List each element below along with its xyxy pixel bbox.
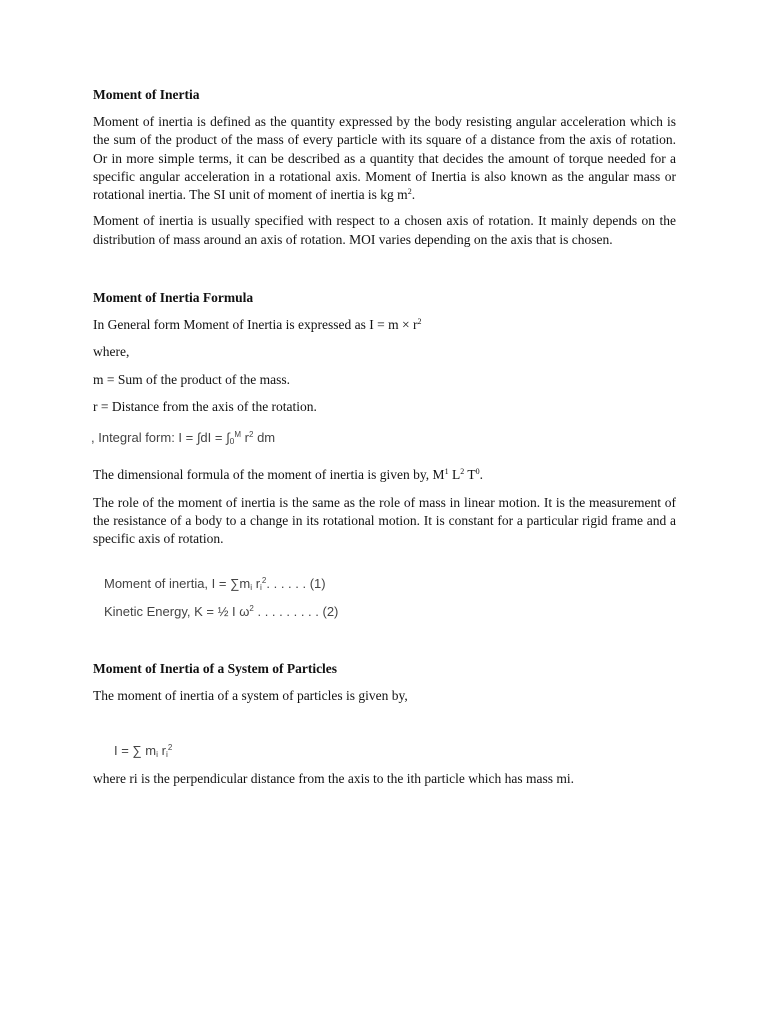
subscript: i	[250, 582, 253, 593]
section-title-moment-of-inertia: Moment of Inertia	[93, 87, 200, 102]
system-equation-image	[114, 740, 676, 762]
spacer	[93, 257, 676, 289]
general-form-text: In General form Moment of Inertia is expressed as	[93, 317, 366, 333]
eq-text: I = ∑ m	[114, 742, 157, 758]
period: .	[479, 467, 483, 483]
eq1-text: Moment of inertia, I = ∑m	[104, 576, 251, 592]
definition-paragraph	[93, 113, 676, 204]
integral-r: r	[241, 430, 249, 446]
section-title-formula: Moment of Inertia Formula	[93, 290, 254, 306]
superscript: 0	[475, 467, 480, 477]
equation-image	[104, 570, 676, 626]
general-form-paragraph	[93, 316, 676, 334]
definition-text: Moment of inertia is defined as the quantity expressed by the body resisting angular acceleration which is the sum of the product of the mass of every particle with its square of a distance from the axis of rotation. Or in more simple terms, it can be described as a quantity that decides the amount of torque needed for a specific angular acceleration in a rotational axis. Moment of Inertia is also known as the angular mass or rotational inertia. The SI unit of moment of inertia is kg m	[93, 114, 676, 203]
subscript: i	[260, 582, 262, 593]
period: .	[411, 187, 416, 203]
subscript: i	[156, 748, 159, 759]
spacer	[93, 626, 676, 660]
superscript: M	[234, 430, 242, 440]
superscript: 2	[249, 604, 254, 614]
eq2-number: . . . . . . . . . (2)	[253, 604, 339, 620]
superscript: 2	[460, 467, 465, 477]
role-paragraph: The role of the moment of inertia is the same as the role of mass in linear motion. It is the measurement of the resistance of a body to a change in its rotational motion. It is constant for a particular rigid frame and a specific axis of rotation.	[93, 494, 676, 547]
system-where-paragraph: where ri is the perpendicular distance from the axis to the ith particle which has mass mi.	[93, 770, 574, 786]
dim-L: L	[448, 467, 461, 483]
superscript: 2	[417, 317, 422, 327]
axis-paragraph: Moment of inertia is usually specified with respect to a chosen axis of rotation. It mainly depends on the distribution of mass around an axis of rotation. MOI varies depending on the axis that is chosen.	[93, 213, 676, 247]
superscript: 2	[407, 187, 412, 197]
m-definition: m = Sum of the product of the mass.	[93, 371, 290, 387]
subscript: i	[165, 748, 168, 759]
superscript: 2	[261, 576, 267, 586]
system-intro: The moment of inertia of a system of particles is given by,	[93, 688, 408, 704]
equation-2	[104, 598, 676, 626]
superscript: 2	[249, 430, 254, 440]
dim-T: T	[464, 467, 476, 483]
integral-form-equation	[91, 430, 676, 448]
general-formula: I = m × r	[369, 317, 418, 333]
dimensional-text: The dimensional formula of the moment of inertia is given by, M	[93, 467, 445, 483]
dimensional-formula-paragraph	[93, 466, 676, 484]
subscript: 0	[229, 436, 235, 447]
document-body	[93, 86, 676, 796]
integral-text: , Integral form: I = ∫dI = ∫	[91, 430, 230, 446]
eq-r: r	[158, 742, 166, 758]
eq1-number: . . . . . . (1)	[266, 576, 326, 592]
eq2-text: Kinetic Energy, K = ½ I ω	[104, 604, 250, 620]
eq1-r: r	[252, 576, 261, 592]
superscript: 2	[167, 742, 173, 752]
superscript: 1	[444, 467, 449, 477]
r-definition: r = Distance from the axis of the rotation.	[93, 398, 317, 414]
section-title-system-of-particles: Moment of Inertia of a System of Particles	[93, 661, 338, 677]
integral-dm: dm	[253, 430, 276, 446]
where-label: where,	[93, 344, 130, 360]
equation-1	[104, 570, 676, 598]
